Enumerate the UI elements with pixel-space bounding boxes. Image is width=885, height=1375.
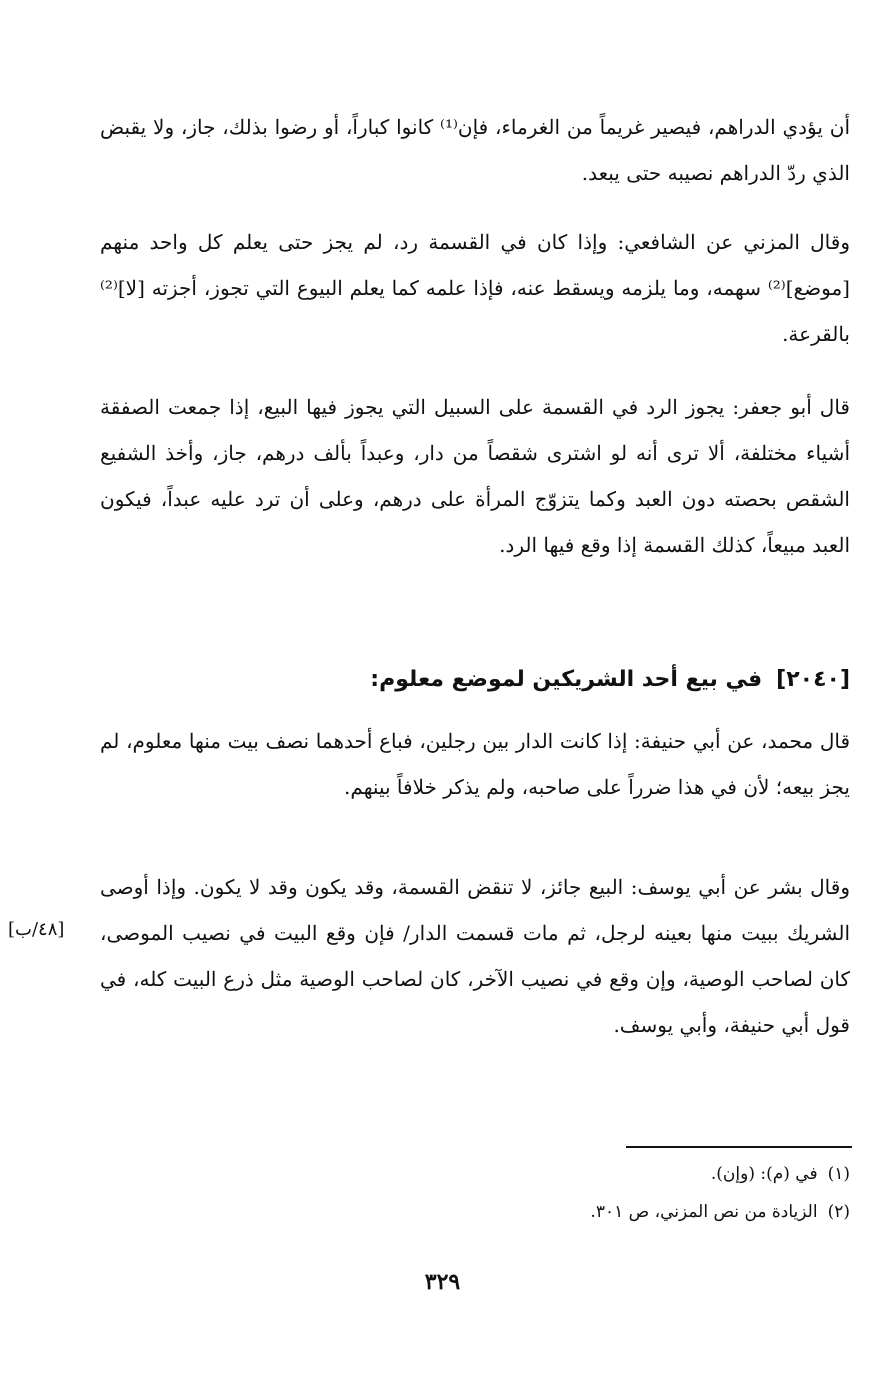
- footnote-1-text: في (م): (وإن).: [710, 1164, 818, 1184]
- footnote-1: [100, 1156, 850, 1192]
- paragraph-1: أن يؤدي الدراهم، فيصير غريماً من الغرماء، فإن⁽¹⁾ كانوا كباراً، أو رضوا بذلك، جاز، ولا يقبض الذي ردّ الدراهم نصيبه حتى يبعد.: [100, 115, 850, 185]
- section-number: [٢٠٤٠]: [776, 667, 850, 692]
- page-number: ٣٢٩: [424, 1269, 461, 1295]
- footnote-1-number: (١): [827, 1164, 850, 1184]
- footnote-2: [100, 1194, 850, 1230]
- section-heading: [100, 660, 850, 700]
- manuscript-folio-reference: [٤٨/ب]: [8, 919, 65, 940]
- footnote-divider: [626, 1146, 852, 1148]
- section-paragraph-1: قال محمد، عن أبي حنيفة: إذا كانت الدار بين رجلين، فباع أحدهما نصف بيت منها معلوم، لم يجز بيعه؛ لأن في هذا ضرراً على صاحبه، ولم يذكر خلافاً بينهم.: [100, 729, 850, 799]
- paragraph-3: قال أبو جعفر: يجوز الرد في القسمة على السبيل التي يجوز فيها البيع، إذا جمعت الصفقة أشياء مختلفة، ألا ترى أنه لو اشترى شقصاً من دار، وعبداً بألف درهم، جاز، وأخذ الشفيع الشقص بحصته دون العبد وكما يتزوّج المرأة على درهم، وعلى أن ترد عليه عبداً، فيكون العبد مبيعاً، كذلك القسمة إذا وقع فيها الرد.: [100, 395, 850, 557]
- section-title: في بيع أحد الشريكين لموضع معلوم:: [370, 667, 763, 692]
- section-paragraph-2: وقال بشر عن أبي يوسف: البيع جائز، لا تنقض القسمة، وقد يكون وقد لا يكون. وإذا أوصى الشريك ببيت منها بعينه لرجل، ثم مات قسمت الدار/ فإن وقع البيت في نصيب الموصى، كان لصاحب الوصية، وإن وقع في نصيب الآخر، كان لصاحب الوصية مثل ذرع البيت كله، في قول أبي حنيفة، وأبي يوسف.: [100, 875, 850, 1037]
- footnote-2-number: (٢): [827, 1202, 850, 1222]
- paragraph-2: وقال المزني عن الشافعي: وإذا كان في القسمة رد، لم يجز حتى يعلم كل واحد منهم [موضع]⁽²⁾ سهمه، وما يلزمه ويسقط عنه، فإذا علمه كما يعلم البيوع التي تجوز، أجزته [لا]⁽²⁾ بالقرعة.: [100, 230, 850, 346]
- footnote-2-text: الزيادة من نص المزني، ص ٣٠١.: [590, 1202, 818, 1222]
